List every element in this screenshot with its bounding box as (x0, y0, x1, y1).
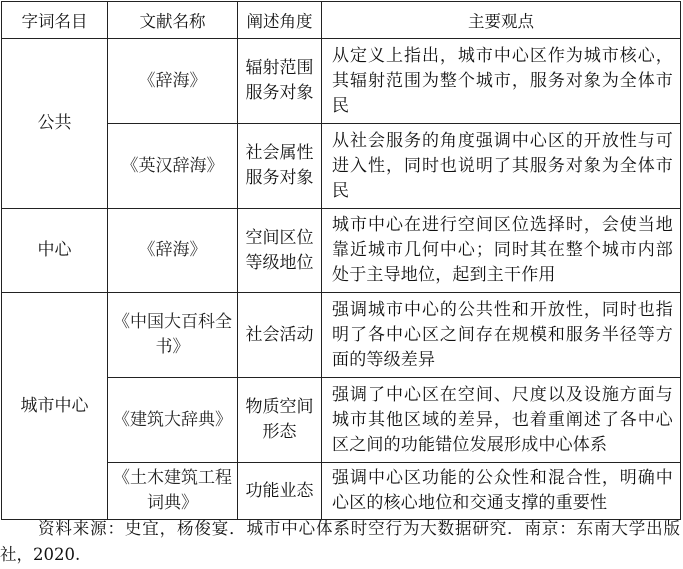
definitions-table (1, 1, 681, 520)
source-note: 资料来源：史宜，杨俊宴．城市中心体系时空行为大数据研究．南京：东南大学出版社，2020. (0, 519, 680, 564)
source-cell: 《英汉辞海》 (108, 124, 238, 209)
header-angle: 阐述角度 (238, 2, 322, 39)
angle-cell: 物质空间形态 (238, 378, 322, 463)
header-view: 主要观点 (322, 2, 681, 39)
source-cell: 《辞海》 (108, 209, 238, 293)
angle-cell: 社会属性服务对象 (238, 124, 322, 209)
view-cell: 城市中心在进行空间区位选择时，会使当地靠近城市几何中心；同时其在整个城市内部处于主导地位，起到主干作用 (322, 209, 681, 293)
view-cell: 从社会服务的角度强调中心区的开放性与可进入性，同时也说明了其服务对象为全体市民 (322, 124, 681, 209)
table-header-row (2, 2, 681, 39)
table-row (2, 209, 681, 293)
source-cell: 《建筑大辞典》 (108, 378, 238, 463)
table-row (2, 293, 681, 378)
header-term: 字词名目 (2, 2, 108, 39)
view-cell: 强调了中心区在空间、尺度以及设施方面与城市其他区域的差异，也着重阐述了各中心区之间的功能错位发展形成中心体系 (322, 378, 681, 463)
angle-cell: 辐射范围服务对象 (238, 39, 322, 124)
angle-cell: 功能业态 (238, 463, 322, 520)
view-cell: 强调中心区功能的公众性和混合性，明确中心区的核心地位和交通支撑的重要性 (322, 463, 681, 520)
angle-cell: 空间区位等级地位 (238, 209, 322, 293)
view-cell: 从定义上指出，城市中心区作为城市核心，其辐射范围为整个城市，服务对象为全体市民 (322, 39, 681, 124)
view-cell: 强调城市中心的公共性和开放性，同时也指明了各中心区之间存在规模和服务半径等方面的等级差异 (322, 293, 681, 378)
table-row (2, 39, 681, 124)
term-cell: 城市中心 (2, 293, 108, 520)
header-source: 文献名称 (108, 2, 238, 39)
source-cell: 《辞海》 (108, 39, 238, 124)
term-cell: 公共 (2, 39, 108, 209)
source-cell: 《土木建筑工程词典》 (108, 463, 238, 520)
term-cell: 中心 (2, 209, 108, 293)
angle-cell: 社会活动 (238, 293, 322, 378)
source-cell: 《中国大百科全书》 (108, 293, 238, 378)
